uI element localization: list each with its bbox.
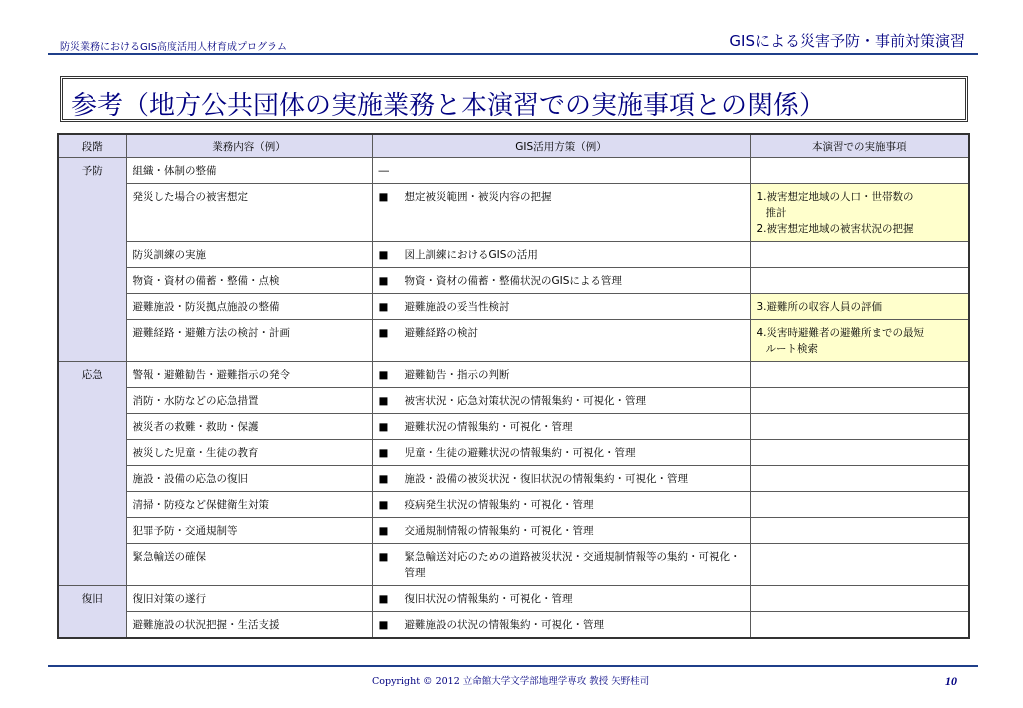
gis-cell (372, 414, 750, 440)
gis-cell (372, 586, 750, 612)
square-bullet-icon: ■ (378, 421, 389, 433)
table-row (58, 612, 969, 639)
table-row (58, 388, 969, 414)
gis-cell (372, 518, 750, 544)
gis-text: 想定被災範囲・被災内容の把握 (404, 191, 552, 203)
exercise-cell (750, 492, 969, 518)
task-cell: 避難施設・防災拠点施設の整備 (126, 294, 372, 320)
gis-text: 避難施設の状況の情報集約・可視化・管理 (404, 619, 604, 631)
task-cell: 組織・体制の整備 (126, 158, 372, 184)
gis-text: 避難状況の情報集約・可視化・管理 (404, 421, 573, 433)
gis-text: 被害状況・応急対策状況の情報集約・可視化・管理 (404, 395, 646, 407)
gis-text: 避難勧告・指示の判断 (404, 369, 510, 381)
table-row (58, 242, 969, 268)
square-bullet-icon: ■ (378, 191, 389, 203)
table-row (58, 586, 969, 612)
exercise-item: 1.被害想定地域の人口・世帯数の (756, 191, 914, 203)
task-cell: 清掃・防疫など保健衛生対策 (126, 492, 372, 518)
square-bullet-icon: ■ (378, 395, 389, 407)
header-exercise: 本演習での実施事項 (750, 134, 969, 158)
gis-cell (372, 440, 750, 466)
exercise-cell (750, 440, 969, 466)
table-row (58, 440, 969, 466)
task-cell: 発災した場合の被害想定 (126, 184, 372, 242)
phase-cell: 予防 (58, 158, 126, 362)
gis-cell (372, 612, 750, 639)
header-program-title: 防災業務におけるGIS高度活用人材育成プログラム (60, 42, 287, 53)
square-bullet-icon: ■ (378, 369, 389, 381)
table-row (58, 268, 969, 294)
square-bullet-icon: ■ (378, 525, 389, 537)
gis-cell (372, 466, 750, 492)
gis-cell (372, 388, 750, 414)
gis-cell: ― (372, 158, 750, 184)
exercise-cell (750, 184, 969, 242)
title-box (60, 76, 968, 122)
square-bullet-icon: ■ (378, 447, 389, 459)
exercise-cell (750, 544, 969, 586)
task-cell: 防災訓練の実施 (126, 242, 372, 268)
table-body (58, 158, 969, 639)
gis-text: 交通規制情報の情報集約・可視化・管理 (404, 525, 594, 537)
exercise-cell (750, 388, 969, 414)
task-cell: 避難施設の状況把握・生活支援 (126, 612, 372, 639)
copyright: Copyright © 2012 立命館大学文学部地理学専攻 教授 矢野桂司 (372, 676, 650, 687)
exercise-cell (750, 158, 969, 184)
header-phase: 段階 (58, 134, 126, 158)
exercise-item-continued: ルート検索 (765, 343, 818, 355)
gis-text: 避難施設の妥当性検討 (404, 301, 510, 313)
square-bullet-icon: ■ (378, 593, 389, 605)
task-cell: 施設・設備の応急の復旧 (126, 466, 372, 492)
header-divider (48, 53, 978, 55)
exercise-cell (750, 414, 969, 440)
square-bullet-icon: ■ (378, 249, 389, 261)
exercise-cell (750, 586, 969, 612)
page-title: 参考（地方公共団体の実施業務と本演習での実施事項との関係） (71, 91, 826, 121)
square-bullet-icon: ■ (378, 301, 389, 313)
phase-cell: 復旧 (58, 586, 126, 639)
gis-text: 児童・生徒の避難状況の情報集約・可視化・管理 (404, 447, 636, 459)
phase-cell: 応急 (58, 362, 126, 586)
square-bullet-icon: ■ (378, 499, 389, 511)
header-exercise-title: GISによる災害予防・事前対策演習 (729, 32, 965, 50)
gis-cell (372, 362, 750, 388)
gis-text: 図上訓練におけるGISの活用 (404, 249, 538, 261)
exercise-cell (750, 466, 969, 492)
gis-cell (372, 268, 750, 294)
task-cell: 警報・避難勧告・避難指示の発令 (126, 362, 372, 388)
table-row (58, 518, 969, 544)
table-row (58, 544, 969, 586)
gis-cell (372, 544, 750, 586)
square-bullet-icon: ■ (378, 275, 389, 287)
task-cell: 避難経路・避難方法の検討・計画 (126, 320, 372, 362)
task-cell: 犯罪予防・交通規制等 (126, 518, 372, 544)
exercise-cell (750, 242, 969, 268)
table-header-row (58, 134, 969, 158)
square-bullet-icon: ■ (378, 327, 389, 339)
gis-text: 疫病発生状況の情報集約・可視化・管理 (404, 499, 594, 511)
gis-text: 復旧状況の情報集約・可視化・管理 (404, 593, 573, 605)
footer-divider (48, 665, 978, 667)
header-task: 業務内容（例） (126, 134, 372, 158)
gis-cell (372, 294, 750, 320)
exercise-cell (750, 518, 969, 544)
task-cell: 被災した児童・生徒の教育 (126, 440, 372, 466)
gis-cell (372, 492, 750, 518)
header-gis: GIS活用方策（例） (372, 134, 750, 158)
exercise-item: 2.被害想定地域の被害状況の把握 (756, 223, 914, 235)
gis-cell (372, 320, 750, 362)
table-row (58, 492, 969, 518)
table-row (58, 158, 969, 184)
square-bullet-icon: ■ (378, 619, 389, 631)
task-cell: 緊急輸送の確保 (126, 544, 372, 586)
exercise-item: 4.災害時避難者の避難所までの最短 (756, 327, 925, 339)
exercise-item-continued: 推計 (765, 207, 787, 219)
relation-table (57, 133, 970, 639)
task-cell: 消防・水防などの応急措置 (126, 388, 372, 414)
gis-text: 施設・設備の被災状況・復旧状況の情報集約・可視化・管理 (404, 473, 688, 485)
table-row (58, 294, 969, 320)
exercise-cell (750, 612, 969, 639)
exercise-cell (750, 320, 969, 362)
square-bullet-icon: ■ (378, 473, 389, 485)
gis-cell (372, 242, 750, 268)
table-row (58, 362, 969, 388)
gis-cell (372, 184, 750, 242)
task-cell: 復旧対策の遂行 (126, 586, 372, 612)
exercise-item: 3.避難所の収容人員の評価 (756, 301, 883, 313)
page-number: 10 (945, 674, 957, 688)
gis-text: 避難経路の検討 (404, 327, 478, 339)
table-row (58, 414, 969, 440)
exercise-cell (750, 294, 969, 320)
gis-text: 物資・資材の備蓄・整備状況のGISによる管理 (404, 275, 622, 287)
exercise-cell (750, 268, 969, 294)
table-row (58, 184, 969, 242)
gis-text: 緊急輸送対応のための道路被災状況・交通規制情報等の集約・可視化・管理 (404, 551, 741, 579)
square-bullet-icon: ■ (378, 551, 389, 563)
task-cell: 物資・資材の備蓄・整備・点検 (126, 268, 372, 294)
table-row (58, 466, 969, 492)
exercise-cell (750, 362, 969, 388)
task-cell: 被災者の救難・救助・保護 (126, 414, 372, 440)
table-row (58, 320, 969, 362)
